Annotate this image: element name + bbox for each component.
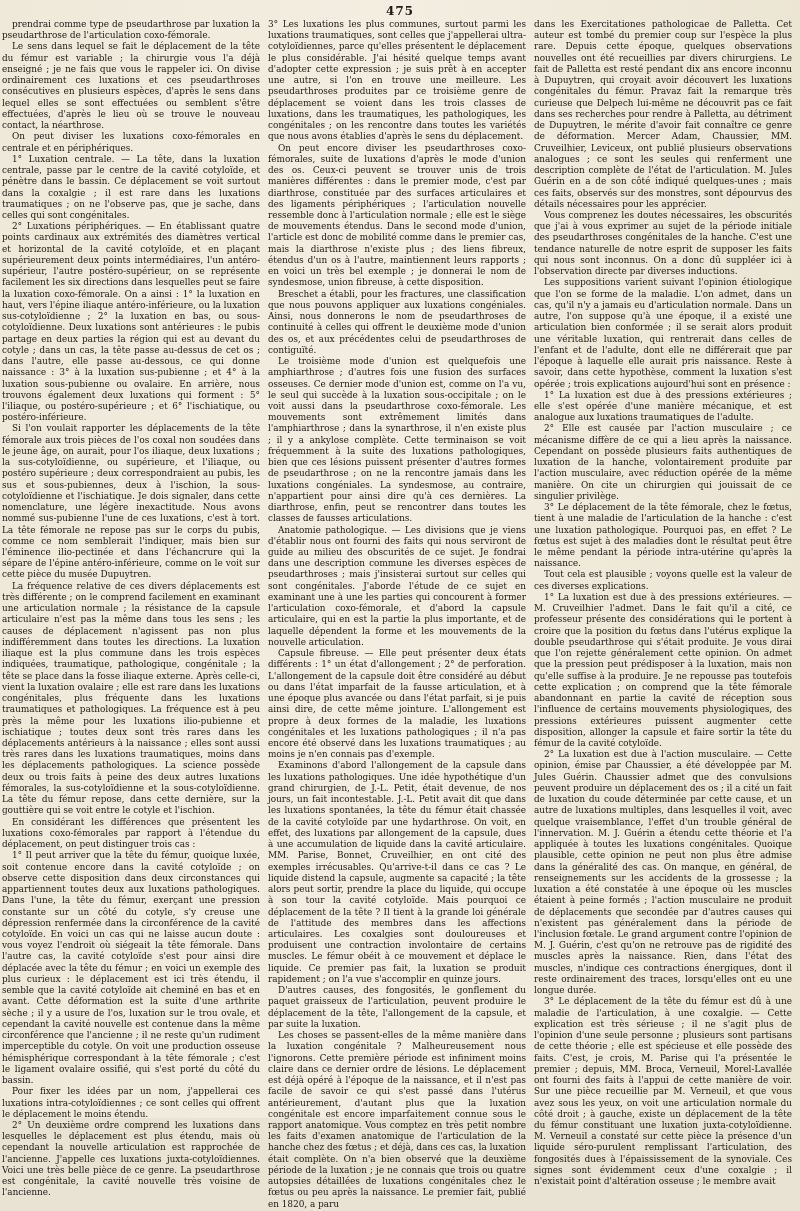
column-right: [534, 20, 792, 1188]
paragraph: On peut diviser les luxations coxo-fémorales en centrale et en périphériques.: [2, 132, 260, 154]
paragraph: Capsule fibreuse. — Elle peut présenter deux états différents : 1° un état d'allongement ; 2° de perforation. L'allongement de la capsule doit être considéré au début ou dans l'état imparfait de la fausse articulation, et à une époque plus avancée ou dans l'état parfait, si je puis ainsi dire, de cette même jointure. L'allongement est propre à deux formes de la maladie, les luxations congénitales et les luxations pathologiques ; il n'a pas encore été observé dans les luxations traumatiques ; au moins je n'en connais pas d'exemple.: [268, 649, 526, 761]
paragraph: On peut encore diviser les pseudarthroses coxo-fémorales, suite de luxations d'après le mode d'union des os. Ceux-ci peuvent se trouver unis de trois manières différentes : dans le premier mode, c'est par diarthrose, constituée par des surfaces articulaires et des ligaments périphériques ; l'articulation nouvelle ressemble donc à l'articulation normale ; elle est le siège de mouvements étendus. Dans le second mode d'union, l'article est donc de mobilité comme dans le premier cas, mais la diarthrose n'existe plus ; des liens fibreux, étendus d'un os à l'autre, maintiennent leurs rapports ; en voici un très bel exemple ; je donnerai le nom de syndesmose, union fibreuse, à cette disposition.: [268, 143, 526, 289]
paragraph: 2° Elle est causée par l'action musculaire ; ce mécanisme diffère de ce qui a lieu après la naissance. Cependant on possède plusieurs faits authentiques de luxation de la hanche, volontairement produite par l'action musculaire, avec réduction opérée de la même manière. On cite un chirurgien qui jouissait de ce singulier privilège.: [534, 424, 792, 502]
paragraph: Pour fixer les idées par un nom, j'appellerai ces luxations intra-cotyloïdiennes ; ce sont celles qui offrent le déplacement le moins étendu.: [2, 1087, 260, 1120]
paragraph: 1° Luxation centrale. — La tête, dans la luxation centrale, passe par le centre de la cavité cotyloïde, et pénètre dans le bassin. Ce déplacement se voit surtout dans la coxalgie ; il est rare dans les luxations traumatiques ; on ne l'observe pas, que je sache, dans celles qui sont congénitales.: [2, 154, 260, 221]
paragraph: Vous comprenez les doutes nécessaires, les obscurités que j'ai à vous exprimer au sujet de la période initiale des pseudarthroses congénitales de la hanche. C'est une tendance naturelle de notre esprit de supposer les faits qui nous sont inconnus. On a donc dû suppléer ici à l'observation directe par diverses inductions.: [534, 210, 792, 278]
paragraph: 2° Luxations périphériques. — En établissant quatre points cardinaux aux extrémités des diamètres vertical et horizontal de la cavité cotyloïde, et en plaçant supérieurement deux points intermédiaires, l'un antéro-supérieur, l'autre postéro-supérieur, on se représente facilement les six directions dans lesquelles peut se faire la luxation coxo-fémorale. On a ainsi : 1° la luxation en haut, vers l'épine iliaque antéro-inférieure, ou la luxation sus-cotyloïdienne ; 2° la luxation en bas, ou sous-cotyloïdienne. Deux luxations sont antérieures : le pubis partage en deux parties la région qui est au devant du cotyle ; dans un cas, la tête passe au-dessus de cet os ; dans l'autre, elle passe au-dessous, ce qui donne naissance : 3° à la luxation sus-pubienne ; et 4° à la luxation sous-pubienne ou ovalaire. En arrière, nous trouvons également deux luxations qui forment : 5° l'iliaque, ou postéro-supérieure ; et 6° l'ischiatique, ou postéro-inférieure.: [2, 222, 260, 424]
article-columns: [2, 20, 792, 1210]
paragraph: 3° Le déplacement de la tête du fémur est dû à une maladie de l'articulation, à une coxalgie. — Cette explication est très sérieuse ; il ne s'agit plus de l'opinion d'une seule personne ; plusieurs sont partisans de cette théorie ; elle est spécieuse et elle possède des faits. C'est, je crois, M. Parise qui l'a présentée le premier ; depuis, MM. Broca, Verneuil, Morel-Lavallée ont fourni des faits à l'appui de cette manière de voir. Sur une pièce recueillie par M. Verneuil, et que vous avez sous les yeux, on voit une articulation normale du côté droit ; à gauche, existe un déplacement de la tête du fémur constituant une luxation juxta-cotyloïdienne. M. Verneuil a constaté sur cette pièce la présence d'un liquide séro-purulent remplissant l'articulation, des fongosités dues à l'épaississement de la synoviale. Ces signes sont évidemment ceux d'une coxalgie ; il n'existait point d'altération osseuse ; le membre avait: [534, 997, 792, 1188]
page-number: 475: [385, 4, 415, 18]
paragraph: 1° Il peut arriver que la tête du fémur, quoique luxée, soit contenue encore dans la cavité cotyloïde ; on observe cette disposition dans deux circonstances qui appartiennent toutes deux aux luxations pathologiques. Dans l'une, la tête du fémur, exerçant une pression constante sur un côté du cotyle, s'y creuse une dépression renfermée dans la circonférence de la cavité cotyloïde. En voici un cas qui ne laisse aucun doute : vous voyez l'endroit où siégeait la tête fémorale. Dans l'autre cas, la cavité cotyloïde s'est pour ainsi dire déplacée avec la tête du fémur ; en voici un exemple des plus curieux : le déplacement est ici très étendu, il semble que la cavité cotyloïde ait cheminé en bas et en avant. Cette déformation est la suite d'une arthrite sèche ; il y a usure de l'os, luxation sur le trou ovale, et cependant la cavité nouvelle est contenue dans la même circonférence que l'ancienne ; il ne reste qu'un rudiment imperceptible du cotyle. On voit une production osseuse hémisphérique correspondant à la tête fémorale ; c'est le ligament ovalaire ossifié, qui s'est porté du côté du bassin.: [2, 851, 260, 1087]
paragraph: 1° La luxation est due à des pressions extérieures ; elle s'est opérée d'une manière mécanique, et est analogue aux luxations traumatiques de l'adulte.: [534, 390, 792, 424]
paragraph: Anatomie pathologique. — Les divisions que je viens d'établir nous ont fourni des faits qui nous serviront de guide au milieu des obscurités de ce sujet. Je fondrai dans une description commune les diverses espèces de pseudarthroses ; mais j'insisterai surtout sur celles qui sont congénitales. J'aborde l'étude de ce sujet en examinant une à une les parties qui concourent à former l'articulation coxo-fémorale, et d'abord la capsule articulaire, qui en est la partie la plus importante, et de laquelle dépendent la forme et les mouvements de la nouvelle articulation.: [268, 525, 526, 648]
paragraph: Les choses se passent-elles de la même manière dans la luxation congénitale ? Malheureusement nous l'ignorons. Cette première période est infiniment moins claire dans ce dernier ordre de lésions. Le déplacement est déjà opéré à l'époque de la naissance, et il n'est pas facile de savoir ce qui s'est passé dans l'utérus antérieurement, d'autant plus que la luxation congénitale est encore imparfaitement connue sous le rapport anatomique. Vous comptez en très petit nombre les faits d'examen anatomique de l'articulation de la hanche chez des fœtus ; et déjà, dans ces cas, la luxation était complète. On n'a bien observé que la deuxième période de la luxation ; je ne connais que trois ou quatre autopsies détaillées de luxations congénitales chez le fœtus ou peu après la naissance. Le premier fait, publié en 1820, a paru: [268, 1031, 526, 1210]
paragraph: dans les Exercitationes pathologicae de Palletta. Cet auteur est tombé du premier coup sur l'espèce la plus rare. Depuis cette époque, quelques observations nouvelles ont été recueillies par divers chirurgiens. Le fait de Palletta est resté pendant dix ans encore inconnu à Dupuytren, qui croyait avoir découvert les luxations congénitales du fémur. Pravaz fait la remarque très curieuse que Delpech lui-même ne découvrit pas ce fait dans ses recherches pour rendre à Palletta, au détriment de Dupuytren, le mérite d'avoir fait connaître ce genre de déformation. Mercer Adam, Chaussier, MM. Cruveilhier, Leviceux, ont publié plusieurs observations analogues ; ce sont les seules qui renferment une description complète de l'état de l'articulation. M. Jules Guérin en a de son côté indiqué quelques-unes ; mais ces faits, observés sur des monstres, sont dépourvus des détails nécessaires pour les apprécier.: [534, 20, 792, 210]
paragraph: 3° Les luxations les plus communes, surtout parmi les luxations traumatiques, sont celles que j'appellerai ultra-cotyloïdiennes, parce qu'elles présentent le déplacement le plus considérable. J'ai hésité quelque temps avant d'adopter cette expression ; je suis prêt à en accepter une autre, si l'on en trouve une meilleure. Les pseudarthroses produites par ce troisième genre de déplacement se voient dans les trois classes de luxations, dans les traumatiques, les pathologiques, les congénitales ; on les rencontre dans toutes les variétés que nous avons établies d'après le sens du déplacement.: [268, 20, 526, 143]
paragraph: Tout cela est plausible ; voyons quelle est la valeur de ces diverses explications.: [534, 570, 792, 592]
paragraph: 1° La luxation est due à des pressions extérieures. — M. Cruveilhier l'admet. Dans le fait qu'il a cité, ce professeur présente des considérations qui le portent à croire que la position du fœtus dans l'utérus explique la double pseudarthrose qui s'était produite. Je vous dirai que l'on rejette généralement cette opinion. On admet que la pression peut prédisposer à la luxation, mais non qu'elle suffise à la produire. Je ne repousse pas toutefois cette explication ; on comprend que la tête fémorale abandonnant en partie la cavité de réception sous l'influence de certains mouvements physiologiques, des pressions extérieures puissent augmenter cette disposition, allonger la capsule et faire sortir la tête du fémur de la cavité cotyloïde.: [534, 592, 792, 749]
column-left: [2, 20, 260, 1199]
paragraph: 2° La luxation est due à l'action musculaire. — Cette opinion, émise par Chaussier, a été développée par M. Jules Guérin. Chaussier admet que des convulsions peuvent produire un déplacement des os ; il a cité un fait de luxation du coude déterminée par cette cause, et un autre de luxations multiples, dans lesquelles il voit, avec quelque vraisemblance, l'effet d'un trouble général de l'innervation. M. J. Guérin a étendu cette théorie et l'a appliquée à toutes les luxations congénitales. Quoique plausible, cette opinion ne peut non plus être admise dans la généralité des cas. On manque, en général, de renseignements sur les accidents de la grossesse ; la luxation a été constatée à une époque où les muscles étaient à peine formés ; l'action musculaire ne produit de déplacements que secondée par d'autres causes qui n'existent pas généralement dans la période de l'inclusion fœtale. Le grand argument contre l'opinion de M. J. Guérin, c'est qu'on ne retrouve pas de rigidité des muscles après la naissance. Rien, dans l'état des muscles, n'indique ces contractions énergiques, dont il reste ordinairement des traces, lorsqu'elles ont eu une longue durée.: [534, 750, 792, 997]
paragraph: Le sens dans lequel se fait le déplacement de la tête du fémur est variable ; la chirurgie vous l'a déjà enseigné ; je ne fais que vous le rappeler ici. On divise ordinairement ces luxations et ces pseudarthroses consécutives en plusieurs espèces, d'après le sens dans lequel elles se sont effectuées ou semblent s'être effectuées, d'après le lieu où se trouve le nouveau contact, la néarthrose.: [2, 42, 260, 132]
paragraph: Le troisième mode d'union est quelquefois une amphiarthrose ; d'autres fois une fusion des surfaces osseuses. Ce dernier mode d'union est, comme on l'a vu, le seul qui succède à la luxation sous-occipitale ; on le voit aussi dans la pseudarthrose coxo-fémorale. Les mouvements sont extrêmement limités dans l'amphiarthrose ; dans la synarthrose, il n'en existe plus ; il y a ankylose complète. Cette terminaison se voit fréquemment à la suite des luxations pathologiques, bien que ces lésions puissent présenter d'autres formes de pseudarthrose ; on ne la rencontre jamais dans les luxations congéniales. La syndesmose, au contraire, n'appartient pour ainsi dire qu'à ces dernières. La diarthrose, enfin, peut se rencontrer dans toutes les classes de fausses articulations.: [268, 357, 526, 525]
paragraph: Examinons d'abord l'allongement de la capsule dans les luxations pathologiques. Une idée hypothétique d'un grand chirurgien, de J.-L. Petit, était devenue, de nos jours, un fait incontestable. J.-L. Petit avait dit que dans les luxations spontanées, la tête du fémur était chassée de la cavité cotyloïde par une hydarthrose. On voit, en effet, des luxations par allongement de la capsule, dues à une accumulation de liquide dans la cavité articulaire. MM. Parise, Bonnet, Cruveilhier, en ont cité des exemples irrécusables. Qu'arrive-t-il dans ce cas ? Le liquide distend la capsule, augmente sa capacité ; la tête alors peut sortir, prendre la place du liquide, qui occupe à son tour la cavité cotyloïde. Mais pourquoi ce déplacement de la tête ? Il tient à la grande loi générale de l'attitude des membres dans les affections articulaires. Les coxalgies sont douloureuses et produisent une contraction involontaire de certains muscles. Le fémur obéit à ce mouvement et déplace le liquide. Ce premier pas fait, la luxation se produit rapidement ; on l'a vue s'accomplir en quinze jours.: [268, 761, 526, 985]
paragraph: Breschet a établi, pour les fractures, une classification que nous pouvons appliquer aux luxations congéniales. Ainsi, nous donnerons le nom de pseudarthroses de continuité à celles qui offrent le deuxième mode d'union des os, et aux précédentes celui de pseudarthroses de contiguïté.: [268, 289, 526, 356]
paragraph: La fréquence relative de ces divers déplacements est très différente ; on le comprend facilement en examinant une articulation normale ; la résistance de la capsule articulaire n'est pas la même dans tous les sens ; les causes de déplacement n'agissent pas non plus indifféremment dans toutes les directions. La luxation iliaque est la plus commune dans les trois espèces indiquées, traumatique, pathologique, congénitale ; la tête se place dans la fosse iliaque externe. Après celle-ci, vient la luxation ovalaire ; elle est rare dans les luxations congénitales, plus fréquente dans les luxations traumatiques et pathologiques. La fréquence est à peu près la même pour les luxations ilio-pubienne et ischiatique ; toutes deux sont très rares dans les déplacements antérieurs à la naissance ; elles sont aussi très rares dans les luxations traumatiques, moins dans les déplacements pathologiques. La science possède deux ou trois faits à peine des deux autres luxations fémorales, la sus-cotyloïdienne et la sous-cotyloïdienne. La tête du fémur repose, dans cette dernière, sur la gouttière qui se voit entre le cotyle et l'ischion.: [2, 581, 260, 817]
paragraph: En considérant les différences que présentent les luxations coxo-fémorales par rapport à l'étendue du déplacement, on peut distinguer trois cas :: [2, 817, 260, 851]
column-middle: [268, 20, 526, 1210]
paragraph: prendrai comme type de pseudarthrose par luxation la pseudarthrose de l'articulation coxo-fémorale.: [2, 20, 260, 42]
paragraph: Si l'on voulait rapporter les déplacements de la tête fémorale aux trois pièces de l'os coxal non soudées dans le jeune âge, on aurait, pour l'os iliaque, deux luxations ; la sus-cotyloïdienne, ou supérieure, et l'iliaque, ou postéro supérieure ; deux correspondraient au pubis, les sus et sous-pubiennes, deux à l'ischion, la sous-cotyloïdienne et l'ischiatique. Je dois signaler, dans cette nomenclature, une légère inexactitude. Nous avons nommé sus-pubienne l'une de ces luxations, c'est à tort. La tête fémorale ne repose pas sur le corps du pubis, comme ce nom semblerait l'indiquer, mais bien sur l'éminence ilio-pectinée et dans l'échancrure qui la sépare de l'épine antéro-inférieure, comme on le voit sur cette pièce du musée Dupuytren.: [2, 424, 260, 581]
paragraph: D'autres causes, des fongosités, le gonflement du paquet graisseux de l'articulation, peuvent produire le déplacement de la tête, l'allongement de la capsule, et par suite la luxation.: [268, 986, 526, 1030]
paragraph: 2° Un deuxième ordre comprend les luxations dans lesquelles le déplacement est plus étendu, mais où cependant la nouvelle articulation est rapprochée de l'ancienne. J'appelle ces luxations juxta-cotyloïdiennes. Voici une très belle pièce de ce genre. La pseudarthrose est congénitale, la cavité nouvelle très voisine de l'ancienne.: [2, 1120, 260, 1199]
paragraph: 3° Le déplacement de la tête fémorale, chez le fœtus, tient à une maladie de l'articulation de la hanche : c'est une luxation pathologique. Pourquoi pas, en effet ? Le fœtus est sujet à des maladies dont le résultat peut être le même pendant la période intra-utérine qu'après la naissance.: [534, 503, 792, 570]
paragraph: Les suppositions varient suivant l'opinion étiologique que l'on se forme de la maladie. L'on admet, dans un cas, qu'il n'y a jamais eu d'articulation normale. Dans un autre, l'on suppose qu'à une époque, il a existé une articulation bien conformée ; il se serait alors produit une véritable luxation, qui rentrerait dans celles de l'enfant et de l'adulte, dont elle ne différerait que par l'époque à laquelle elle aurait pris naissance. Reste à savoir, dans cette hypothèse, comment la luxation s'est opérée ; trois explications aujourd'hui sont en présence :: [534, 278, 792, 390]
